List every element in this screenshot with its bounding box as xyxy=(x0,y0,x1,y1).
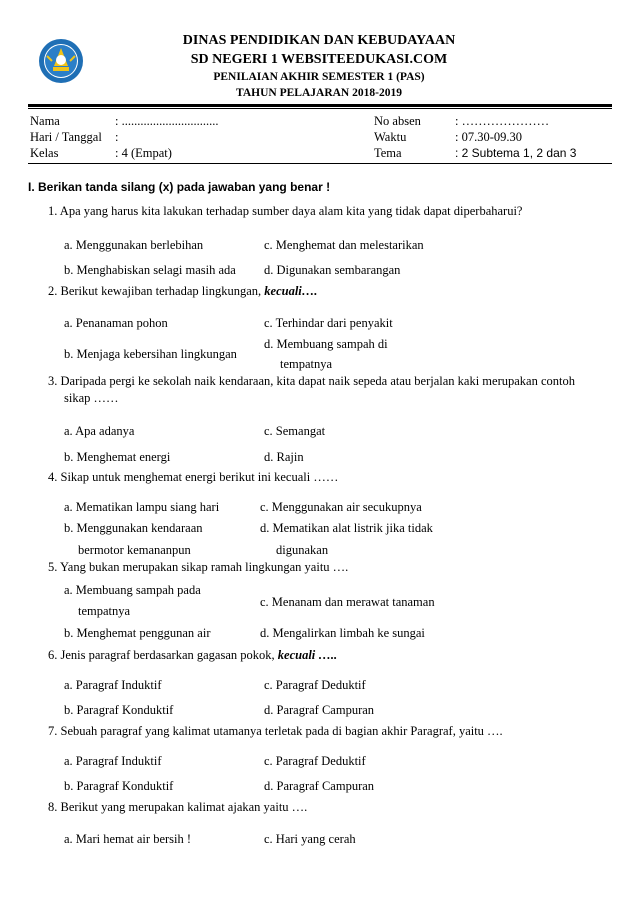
q7-option-d[interactable]: d. Paragraf Campuran xyxy=(264,779,375,793)
q6-option-d[interactable]: d. Paragraf Campuran xyxy=(264,703,375,717)
question-4: 4. Sikap untuk menghemat energi berikut ini kecuali …… xyxy=(48,470,339,484)
header-institution: DINAS PENDIDIKAN DAN KEBUDAYAAN xyxy=(182,33,456,48)
q2-option-d-cont[interactable]: tempatnya xyxy=(280,357,333,371)
q1-option-c[interactable]: c. Menghemat dan melestarikan xyxy=(264,238,424,252)
question-3-cont: sikap …… xyxy=(64,391,119,405)
hari-field[interactable]: : xyxy=(115,130,119,144)
nama-label: Nama xyxy=(30,114,60,128)
tema-label: Tema xyxy=(374,146,402,160)
waktu-value: : 07.30-09.30 xyxy=(455,130,523,144)
q4-option-d-cont[interactable]: digunakan xyxy=(276,543,329,557)
question-8: 8. Berikut yang merupakan kalimat ajakan yaitu …. xyxy=(48,800,308,814)
header-rule-thin xyxy=(28,108,612,109)
q1-option-d[interactable]: d. Digunakan sembarangan xyxy=(264,263,401,277)
q6-option-b[interactable]: b. Paragraf Konduktif xyxy=(64,703,174,717)
q4-option-c[interactable]: c. Menggunakan air secukupnya xyxy=(260,500,422,514)
q8-option-c[interactable]: c. Hari yang cerah xyxy=(264,832,356,846)
header-year: TAHUN PELAJARAN 2018-2019 xyxy=(236,87,402,99)
q3-option-a[interactable]: a. Apa adanya xyxy=(64,424,135,438)
q1-option-a[interactable]: a. Menggunakan berlebihan xyxy=(64,238,204,252)
q4-option-a[interactable]: a. Mematikan lampu siang hari xyxy=(64,500,220,514)
q5-option-c[interactable]: c. Menanam dan merawat tanaman xyxy=(260,595,435,609)
hari-label: Hari / Tanggal xyxy=(30,130,102,144)
header-rule-top xyxy=(28,104,612,107)
kelas-value: : 4 (Empat) xyxy=(115,146,172,160)
q1-option-b[interactable]: b. Menghabiskan selagi masih ada xyxy=(64,263,236,277)
q7-option-c[interactable]: c. Paragraf Deduktif xyxy=(264,754,366,768)
q3-option-d[interactable]: d. Rajin xyxy=(264,450,304,464)
absen-label: No absen xyxy=(374,114,421,128)
q5-option-a-cont[interactable]: tempatnya xyxy=(78,604,131,618)
question-1: 1. Apa yang harus kita lakukan terhadap sumber daya alam kita yang tidak dapat diperbaharui? xyxy=(48,204,523,218)
q4-option-d[interactable]: d. Mematikan alat listrik jika tidak xyxy=(260,521,433,535)
q7-option-b[interactable]: b. Paragraf Konduktif xyxy=(64,779,174,793)
header-school: SD NEGERI 1 WEBSITEEDUKASI.COM xyxy=(190,52,448,67)
q5-option-a[interactable]: a. Membuang sampah pada xyxy=(64,583,201,597)
section-instruction: I. Berikan tanda silang (x) pada jawaban yang benar ! xyxy=(28,180,331,194)
question-2: 2. Berikut kewajiban terhadap lingkungan, kecuali…. xyxy=(48,284,318,298)
q6-option-c[interactable]: c. Paragraf Deduktif xyxy=(264,678,366,692)
q5-option-d[interactable]: d. Mengalirkan limbah ke sungai xyxy=(260,626,425,640)
q2-option-b[interactable]: b. Menjaga kebersihan lingkungan xyxy=(64,347,237,361)
header-exam: PENILAIAN AKHIR SEMESTER 1 (PAS) xyxy=(213,71,425,83)
q8-option-a[interactable]: a. Mari hemat air bersih ! xyxy=(64,832,192,846)
q7-option-a[interactable]: a. Paragraf Induktif xyxy=(64,754,162,768)
q6-option-a[interactable]: a. Paragraf Induktif xyxy=(64,678,162,692)
q2-option-a[interactable]: a. Penanaman pohon xyxy=(64,316,168,330)
q2-option-d[interactable]: d. Membuang sampah di xyxy=(264,337,388,351)
q4-option-b[interactable]: b. Menggunakan kendaraan xyxy=(64,521,203,535)
question-5: 5. Yang bukan merupakan sikap ramah lingkungan yaitu …. xyxy=(48,560,349,574)
q4-option-b-cont[interactable]: bermotor kemananpun xyxy=(78,543,191,557)
waktu-label: Waktu xyxy=(374,130,407,144)
tema-value: : 2 Subtema 1, 2 dan 3 xyxy=(455,146,577,160)
nama-field[interactable]: : ............................... xyxy=(115,114,219,128)
q5-option-b[interactable]: b. Menghemat penggunan air xyxy=(64,626,211,640)
question-6: 6. Jenis paragraf berdasarkan gagasan pokok, kecuali ….. xyxy=(48,648,338,662)
absen-field[interactable]: : ………………… xyxy=(455,114,550,128)
q3-option-b[interactable]: b. Menghemat energi xyxy=(64,450,171,464)
kelas-label: Kelas xyxy=(30,146,59,160)
q3-option-c[interactable]: c. Semangat xyxy=(264,424,326,438)
question-7: 7. Sebuah paragraf yang kalimat utamanya terletak pada di bagian akhir Paragraf, yaitu …. xyxy=(48,724,503,738)
info-rule xyxy=(28,163,612,164)
q2-option-c[interactable]: c. Terhindar dari penyakit xyxy=(264,316,393,330)
question-3: 3. Daripada pergi ke sekolah naik kendaraan, kita dapat naik sepeda atau berjalan kaki merupakan contoh xyxy=(48,374,575,388)
